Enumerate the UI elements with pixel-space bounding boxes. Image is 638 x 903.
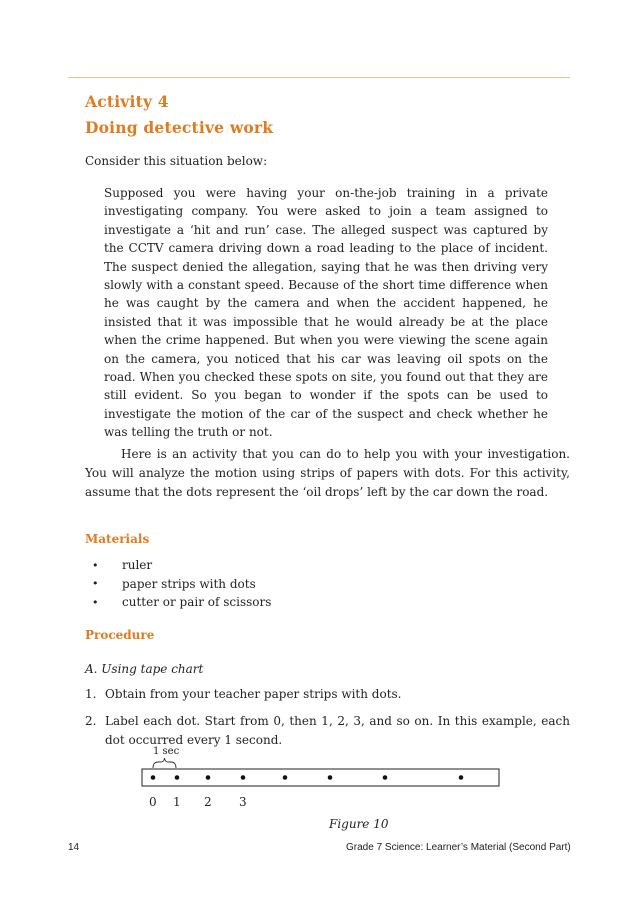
scenario-paragraph: Supposed you were having your on-the-job training in a private investigating company. You were asked to join a team assigned to investigate a ‘hit and run’ case. The alleged suspect was captured by the CCTV camera driving down a road leading to the place of incident. The suspect denied the allegation, saying that he was then driving very slowly with a constant speed. Because of the short time difference when he was caught by the camera and when the accident happened, he insisted that it was impossible that he would already be at the place when the crime happened. But when you were viewing the scene again on the camera, you noticed that his car was leaving oil spots on the road. When you checked these spots on site, you found out that they are still evident. So you began to wonder if the spots can be used to investigate the motion of the car of the suspect and check whether he was telling the truth or not.	[104, 186, 548, 440]
dot	[328, 775, 333, 780]
dot	[283, 775, 288, 780]
list-item: • cutter or pair of scissors	[92, 595, 272, 610]
step-number: 1.	[85, 687, 97, 701]
intro-text: Consider this situation below:	[85, 154, 268, 168]
dot	[206, 775, 211, 780]
dot-label: 3	[239, 795, 247, 809]
dot	[151, 775, 156, 780]
paper-strip	[142, 769, 499, 786]
footer-text: Grade 7 Science: Learner’s Material (Second Part)	[346, 842, 571, 853]
activity-paragraph: Here is an activity that you can do to help you with your investigation. You will analyze the motion using strips of papers with dots. For this activity, assume that the dots represent the ‘oil drops’ left by the car down the road.	[85, 447, 570, 499]
materials-list	[92, 556, 271, 612]
dot-label: 2	[204, 795, 212, 809]
dot-label: 1	[173, 795, 181, 809]
procedure-part-a: A. Using tape chart	[85, 662, 204, 676]
interval-label: 1 sec	[153, 746, 180, 757]
dot	[241, 775, 246, 780]
header-rule	[68, 77, 570, 78]
dot	[459, 775, 464, 780]
step-text: Label each dot. Start from 0, then 1, 2, 3, and so on. In this example, each dot occurred every 1 second.	[105, 714, 570, 747]
list-item: • paper strips with dots	[92, 576, 256, 591]
dot	[175, 775, 180, 780]
page-number: 14	[68, 842, 80, 853]
activity-number: Activity 4	[85, 92, 169, 111]
step-text: Obtain from your teacher paper strips with dots.	[105, 687, 402, 701]
figure-caption: Figure 10	[329, 817, 389, 831]
bullet-icon: •	[92, 595, 99, 609]
interval-brace	[153, 758, 176, 768]
list-item: • ruler	[92, 558, 153, 573]
procedure-heading: Procedure	[85, 628, 155, 642]
dot-label: 0	[149, 795, 157, 809]
bullet-icon: •	[92, 577, 99, 591]
dot	[383, 775, 388, 780]
activity-title: Doing detective work	[85, 118, 274, 137]
step-number: 2.	[85, 714, 97, 728]
materials-heading: Materials	[85, 532, 150, 546]
bullet-icon: •	[92, 558, 99, 572]
